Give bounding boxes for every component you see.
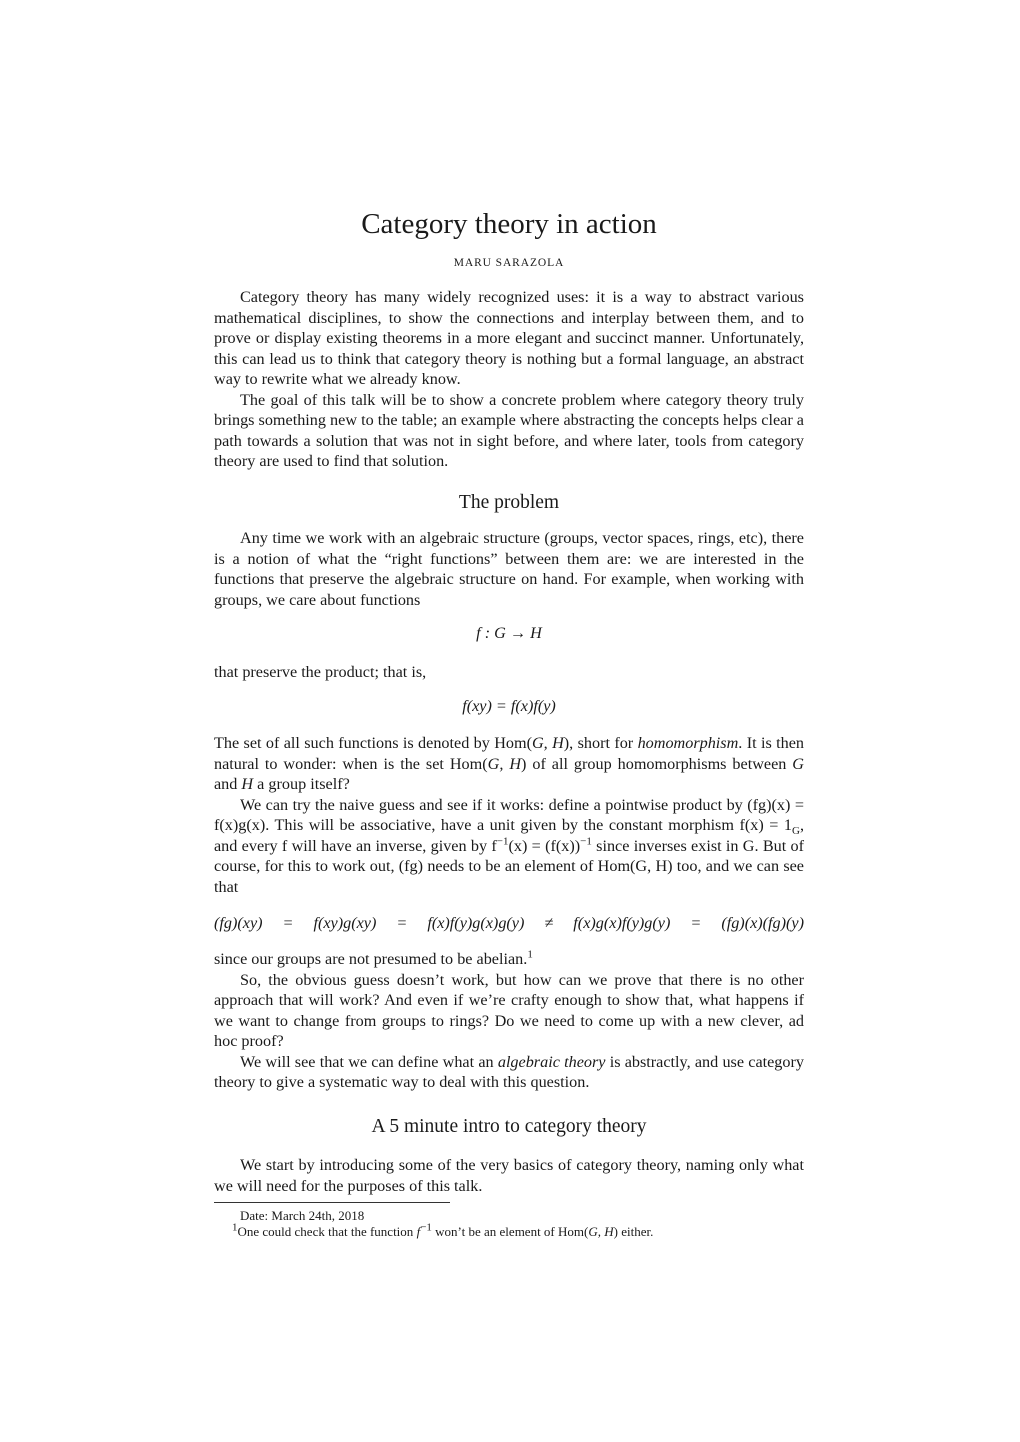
footnote-date: Date: March 24th, 2018 (240, 1208, 365, 1223)
problem-paragraph-2: that preserve the product; that is, (214, 663, 427, 681)
section-heading-problem: The problem (458, 492, 560, 513)
equation-map-text: f : G → H (476, 624, 542, 642)
footnote-1: $^1$One could check that the function $f^{-1}$ won’t be an element of Hom(G, H) either. (232, 1221, 654, 1239)
section-intro-heading-wrap (214, 1116, 804, 1138)
equation-homomorphism-text: f(xy) = f(x)f(y) (462, 697, 556, 715)
equation-pointwise-text: (fg)(xy) = f(xy)g(xy) = f(x)f(y)g(x)g(y) ≠ f(x)g(x)f(y)g(y) = (fg)(x)(fg)(y) (214, 914, 804, 932)
intro-body (214, 1155, 804, 1196)
problem-paragraph-6: So, the obvious guess doesn’t work, but how can we prove that there is no other approach that will work? And even if we’re crafty enough to show that, what happens if we want to change from groups to rings? Do we need to come up with a new clever, ad hoc proof? (214, 970, 804, 1050)
abstract-paragraph-1: Category theory has many widely recognized uses: it is a way to abstract various mathematical disciplines, to show the connections and interplay between them, and to prove or display existing theorems in a more elegant and succinct manner. Unfortunately, this can lead us to think that category theory is nothing but a formal language, an abstract way to rewrite what we already know. (214, 288, 804, 388)
section-heading-intro: A 5 minute intro to category theory (371, 1116, 647, 1137)
footnote-1-mark: 1 (232, 1221, 238, 1234)
abstract (214, 287, 804, 472)
problem-conclusion (214, 949, 804, 1093)
equation-pointwise (214, 914, 804, 933)
problem-paragraph-1: Any time we work with an algebraic structure (groups, vector spaces, rings, etc), there is a notion of what the “right functions” between them are: we are interested in the functions that preserve the algebraic structure on hand. For example, when working with groups, we care about functions (214, 529, 804, 609)
footnote-ref-1[interactable]: 1 (527, 948, 533, 961)
problem-body (214, 733, 804, 897)
paper-title: Category theory in action (361, 208, 657, 240)
abstract-paragraph-2: The goal of this talk will be to show a concrete problem where category theory truly brings something new to the table; an example where abstracting the concepts helps clear a path towards a solution that was not in sight before, and where later, tools from category theory are used to find that solution. (214, 390, 804, 470)
problem-intro (214, 528, 804, 610)
equation-homomorphism (214, 697, 804, 716)
emphasis-algebraic-theory: algebraic theory (497, 1052, 606, 1071)
section-problem-heading-wrap (214, 492, 804, 514)
problem-paragraph-3: The set of all such functions is denoted by Hom(G, H), short for homomorphism. It is then natural to wonder: when is the set Hom(G, H) of all group homomorphisms between G and H a group itself? (214, 734, 804, 793)
author-name: MARU SARAZOLA (453, 257, 565, 269)
equation-map (214, 624, 804, 643)
emphasis-homomorphism: homomorphism (637, 734, 739, 752)
problem-paragraph-4: We can try the naive guess and see if it works: define a pointwise product by (fg)(x) = f(x)g(x). This will be associative, have a unit given by the constant morphism $f(x) = 1_G$, and every f will have an inverse, given by $f^{-1}(x) = (f(x))^{-1}$ since inverses exist in G. But of course, for this to work out, (fg) needs to be an element of Hom(G, H) too, and we can see that (214, 795, 805, 896)
problem-bridge (214, 662, 804, 683)
footnote-rule (214, 1202, 450, 1203)
intro-paragraph-1: We start by introducing some of the very basics of category theory, naming only what we will need for the purposes of this talk. (214, 1156, 804, 1195)
problem-paragraph-5: since our groups are not presumed to be abelian.$^1$ (214, 948, 533, 968)
problem-paragraph-7: We will see that we can define what an algebraic theory is abstractly, and use category theory to give a systematic way to deal with this question. (214, 1052, 804, 1091)
